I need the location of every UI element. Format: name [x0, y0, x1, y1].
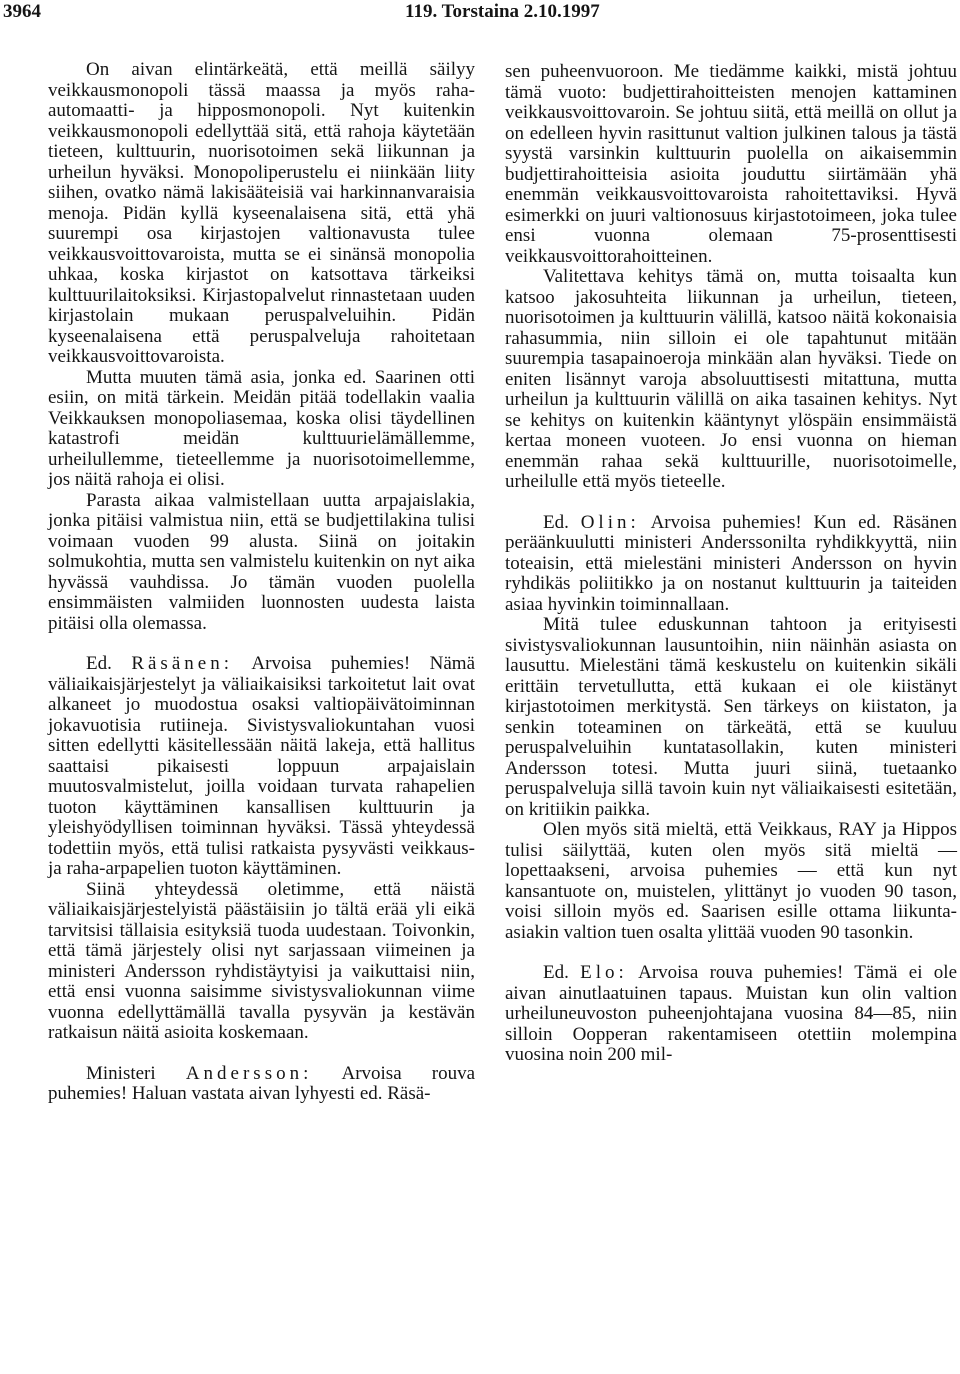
paragraph: On aivan elintärkeätä, että meillä säilyy veikkausmonopoli tässä maassa ja myös raha-automaatti- ja hipposmonopoli. Nyt kuitenkin veikkausmonopoli edellyttää sitä, että rahoja käytetään tieteen, kulttuurin, nuorisotoimen sekä liikunnan ja urheilun hyväksi. Monopoliperustelu ei niinkään liity siihen, ovatko nämä lakisääteisiä vai harkinnanvaraisia menoja. Pidän kyllä kyseenalaisena sitä, että yhä suurempi osa kirjastojen valtionavusta tulee veikkausvoittovaroista, mutta se ei sinänsä monopolia uhkaa, koska kirjastot on katsottava tärkeiksi kulttuurilaitoksiksi. Kirjastopalvelut rinnastetaan uuden kirjastolain mukaan peruspalveluihin. Pidän kyseenalaisena että peruspalveluja rahoitetaan veikkausvoittovaroista. — [48, 59, 475, 367]
speech-text: Arvoisa puhemies! Nämä väliaikaisjärjestelyt ja väliaikaisiksi tarkoitetut lait ovat alkaneet jo muodostua osaksi valtiopäivätoiminnan jokavuotisia rutiineja. Sivistysvaliokuntahan vuosi sitten edellytti käsitellessään näitä lakeja, että hallitus saattaisi pikaisesti loppuun arpajaislain muutosvalmistelut, joilla voidaan turvata rahapelien tuoton käyttäminen kansallisen kulttuurin ja yleishyödyllisen toiminnan hyväksi. Tässä yhteydessä todettiin myös, että tulisi ratkaista pysyvästi veikkaus- ja raha-arpapelien tuoton käyttäminen. — [48, 653, 476, 879]
speaker-paragraph — [48, 654, 475, 880]
paragraph: sen puheenvuoroon. Me tiedämme kaikki, mistä johtuu tämä vuoto: budjettirahoitteisten menojen kattaminen veikkausvoittovaroin. Se johtuu siitä, että meillä on ollut ja on edelleen hyvin rasittunut valtion julkinen talous ja tästä syystä varsinkin kulttuurin puolella on aikaisemmin budjettirahoitteisia asioita jouduttu siirtämään yhä enemmän veikkausvoittovaroista rahoitettaviksi. Hyvä esimerkki on juuri valtionosuus kirjastotoimeen, joka tulee ensi vuonna olemaan 75-prosenttisesti veikkausvoittorahoitteinen. — [505, 61, 957, 267]
speaker-title: Ed. — [543, 962, 569, 983]
speaker-paragraph — [48, 1064, 475, 1105]
speaker-title: Ed. — [86, 653, 112, 674]
right-column — [505, 62, 957, 1066]
paragraph: Mitä tulee eduskunnan tahtoon ja erityisesti sivistysvaliokunnan lausuntoihin, niin näinhän asiasta on lausuttu. Mielestäni tämä keskustelu on kuitenkin sikäli erittäin tervetullutta, että kukaan ei ole kiistänyt kirjastotoimen merkitystä. Sen tärkeys on kiistaton, ja senkin toteaminen on tärkeätä, että se kuuluu peruspalveluihin kuntatasollakin, kuten ministeri Andersson totesi. Mutta juuri siinä, tuetaanko peruspalveluja sillä tavoin kuin nyt väliaikaisesti esitetään, on kritiikin paikka. — [505, 614, 957, 820]
speaker-paragraph — [505, 513, 957, 616]
speech-text: Arvoisa puhemies! Kun ed. Räsänen peräänkuulutti ministeri Anderssonilta ryhdikkyyttä, niin toteaisin, että mielestäni ministeri Andersson on hyvin ryhdikäs poliitikko ja on nostanut kulttuurin ja taiteiden asiaa hyvinkin toiminnallaan. — [505, 511, 957, 615]
speaker-name: Olin: — [580, 511, 640, 533]
speech-text: Arvoisa rouva puhemies! Haluan vastata aivan lyhyesti ed. Räsä- — [48, 1062, 476, 1104]
page-number: 3964 — [3, 1, 41, 22]
session-date: 119. Torstaina 2.10.1997 — [405, 1, 600, 22]
left-column — [48, 60, 475, 1105]
speech-text: Arvoisa rouva puhemies! Tämä ei ole aivan ainutlaatuinen tapaus. Muistan kun olin valtion urheiluneuvoston puheenjohtajana vuosina 84—85, niin silloin Oopperan rakentamiseen otettiin molempina vuosina noin 200 mil- — [505, 962, 958, 1065]
paragraph: Mutta muuten tämä asia, jonka ed. Saarinen otti esiin, on mitä tärkein. Meidän pitää todellakin vaalia Veikkauksen monopoliasemaa, koska olisi täydellinen katastrofi meidän kulttuurielämällemme, urheilullemme, tieteellemme ja nuorisotoimellemme, jos näitä rahoja ei olisi. — [48, 366, 475, 490]
paragraph: Siinä yhteydessä oletimme, että näistä väliaikaisjärjestelyistä päästäisiin jo tältä erää yli eikä tarvitsisi tällaisia esityksiä tuoda uudestaan. Toivonkin, että tämä järjestely olisi nyt sarjassaan viimeinen ja ministeri Andersson ryhdistäytyisi ja vaikuttaisi niin, että ensi vuonna saisimme sivistysvaliokunnan viime vuonna edellyttämällä tavalla pysyvän ja kestävän ratkaisun näitä asioita koskemaan. — [48, 878, 475, 1043]
paragraph: Parasta aikaa valmistellaan uutta arpajaislakia, jonka pitäisi valmistua niin, että se budjettilakina tulisi voimaan vuoden 99 alusta. Siinä on joitakin solmukohtia, mutta sen valmistelu kuitenkin on nyt aika hyvässä vauhdissa. Jo tämän vuoden puolella ensimmäisten valmiiden luonnosten uudesta laista pitäisi olla olemassa. — [48, 489, 475, 634]
paragraph: Valitettava kehitys tämä on, mutta toisaalta kun katsoo jakosuhteita liikunnan ja urheilun, tieteen, nuorisotoimen ja kulttuurin välillä, katsoo näitä kokonaisia rahasummia, niin silloin ei ole tapahtunut mitään suurempia tasapainoeroja minkään alan hyväksi. Tiede on eniten lisännyt varoja absoluuttisesti mitattuna, mutta urheilun ja kulttuurin välillä on aika tasainen kehitys. Nyt se kehitys on kuitenkin kääntynyt ylöspäin ensimmäistä kertaa moneen vuoteen. Jo ensi vuonna on hieman enemmän rahaa sekä kulttuurille, nuorisotoimelle, urheilulle että myös tieteelle. — [505, 266, 957, 492]
page-header — [0, 0, 960, 30]
speaker-title: Ed. — [543, 511, 569, 533]
paragraph: Olen myös sitä mieltä, että Veikkaus, RAY ja Hippos tulisi säilyttää, kuten olen myös sitä mieltä — lopettaakseni, arvoisa puhemies — että kun nyt kansantuote on, muistelen, ylittänyt jo vuoden 90 tason, voisi silloin myös ed. Saarisen esille ottama liikunta-asiakin valtion tuen osalta ylittää vuoden 90 tasonkin. — [505, 819, 957, 943]
speaker-name: Elo: — [580, 962, 628, 983]
speaker-title: Ministeri — [86, 1062, 156, 1084]
speaker-paragraph — [505, 963, 957, 1066]
speaker-name: Andersson: — [185, 1062, 313, 1084]
speaker-name: Räsänen: — [131, 653, 233, 674]
